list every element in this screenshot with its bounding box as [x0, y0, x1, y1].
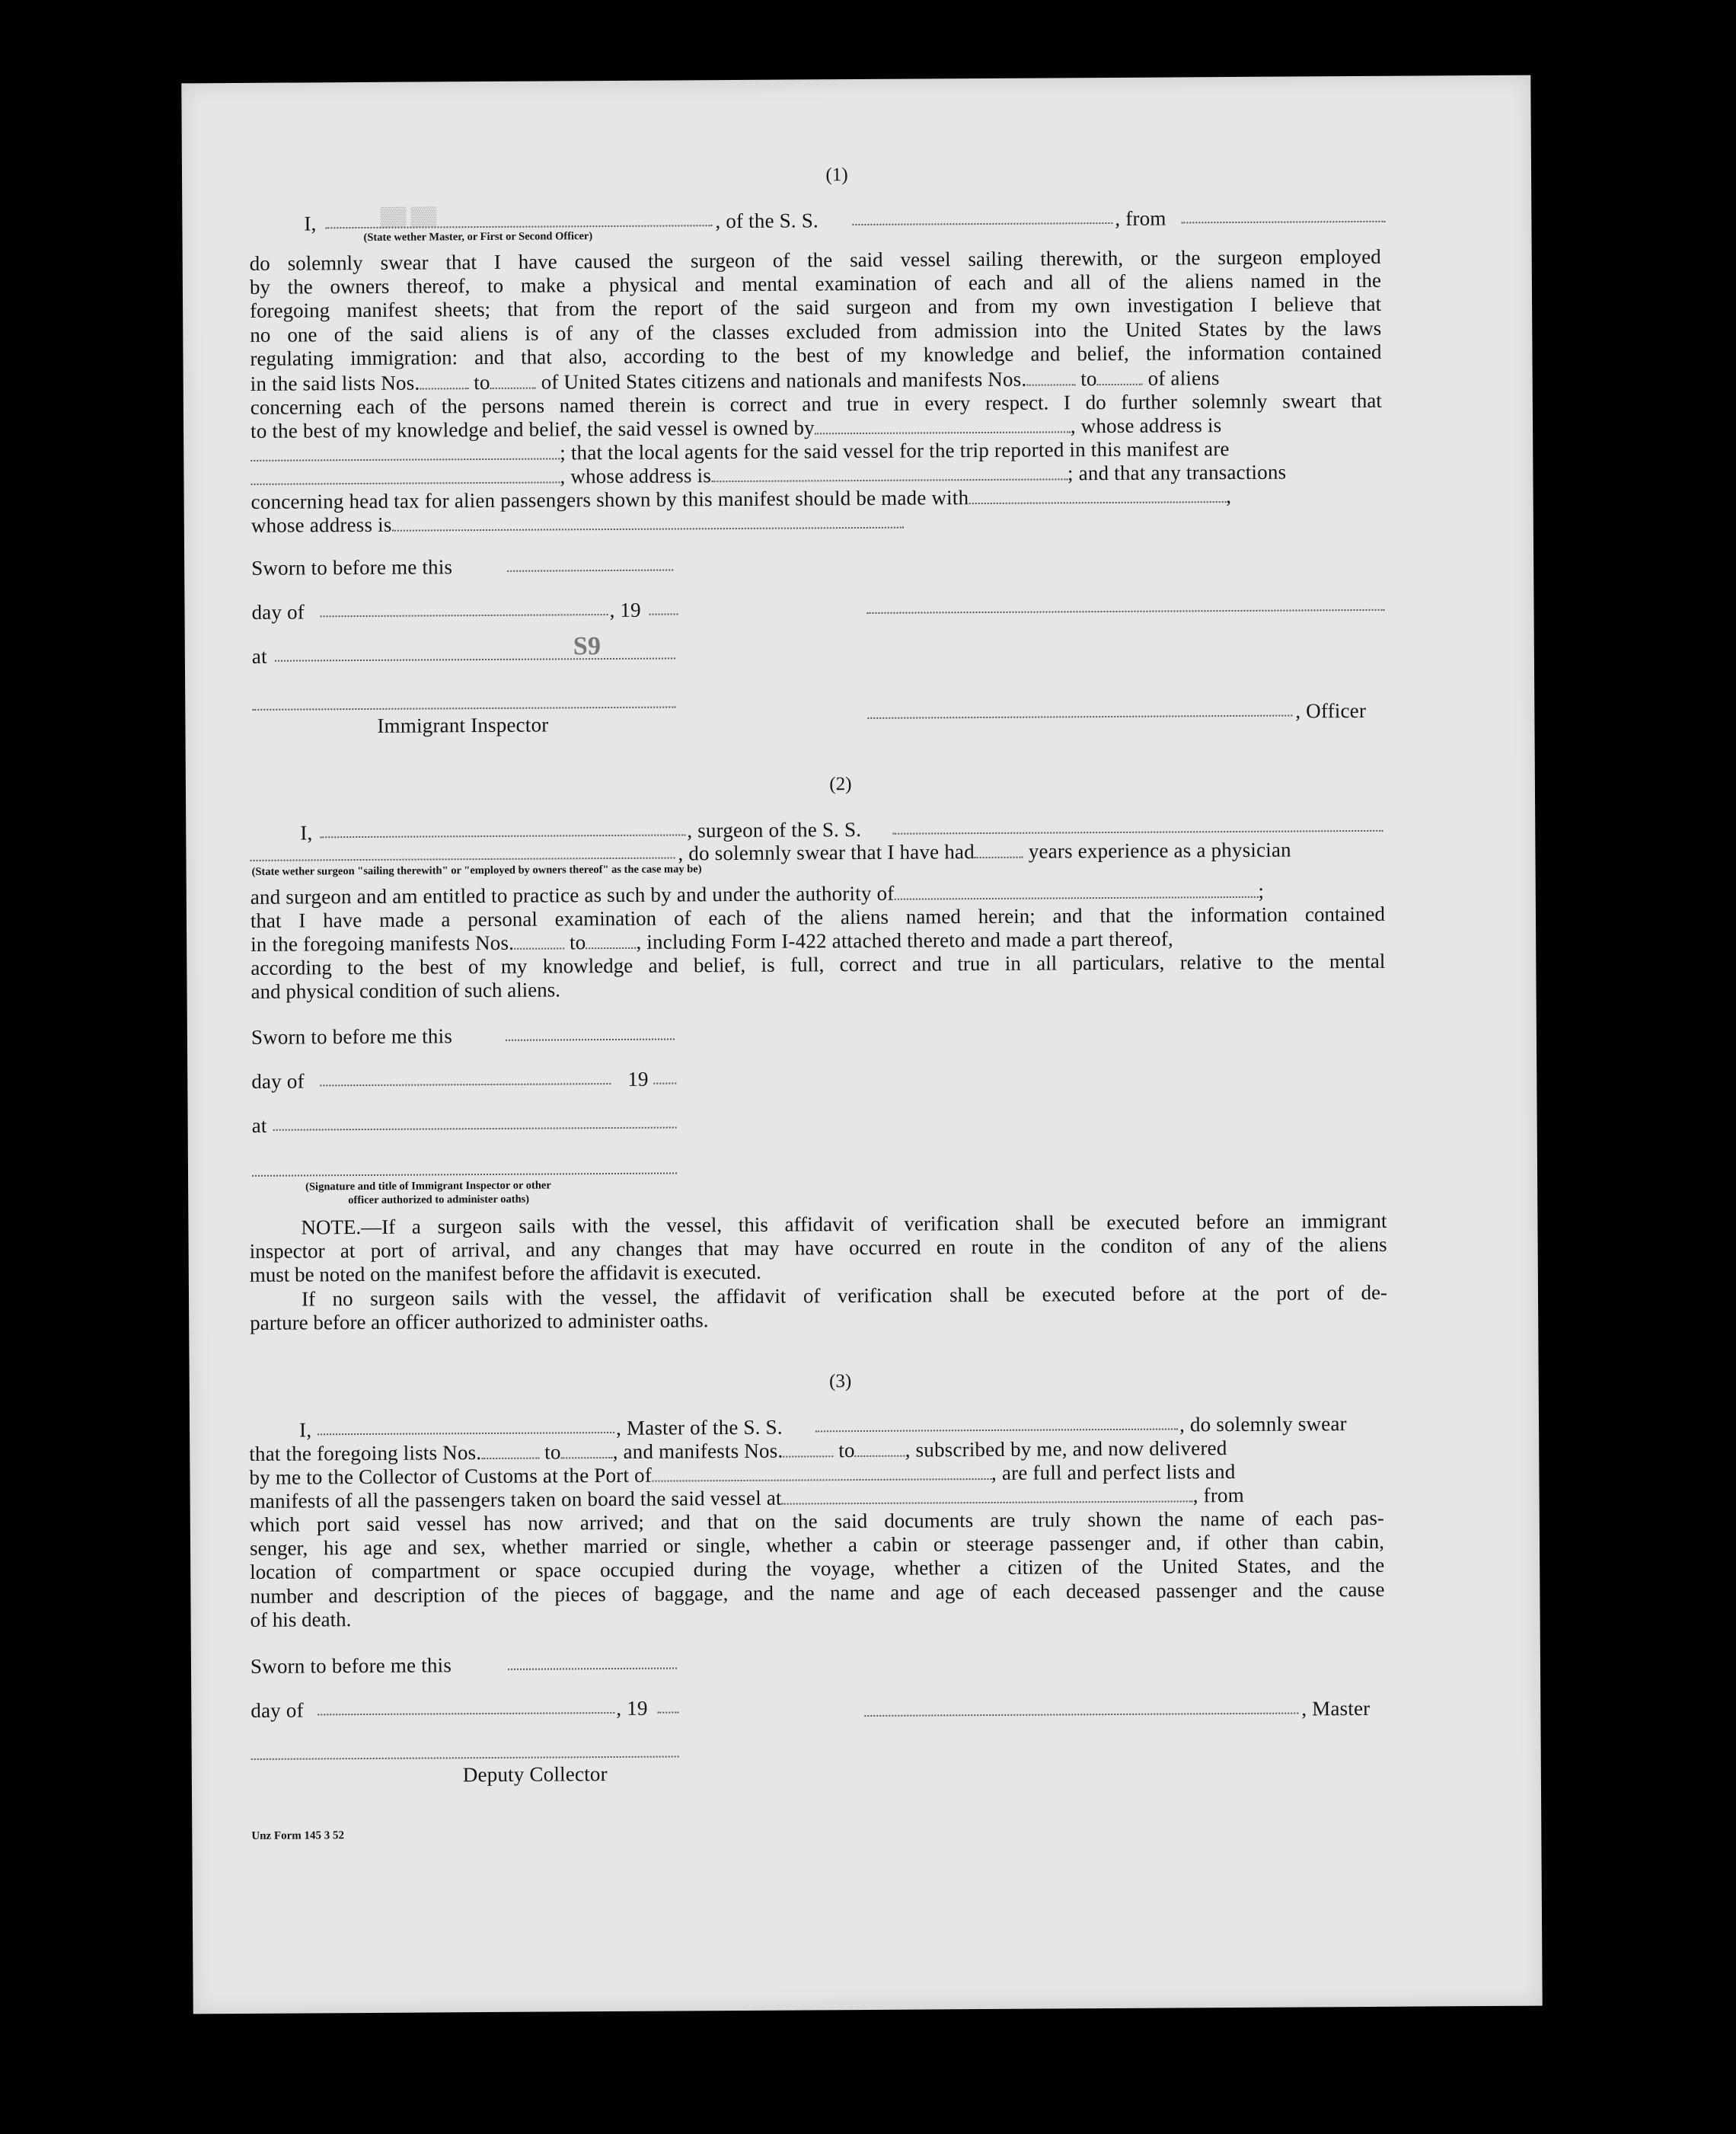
head-tax-line: concerning head tax for alien passengers shown by this manifest should be made with ,	[251, 484, 1232, 513]
day-of-1-label: day of	[251, 600, 305, 624]
agents-line: ; that the local agents for the said vessel for the trip reported in this manifest are	[251, 437, 1230, 467]
of-ss-label: , of the S. S.	[715, 209, 819, 233]
master-label: , Master	[1301, 1696, 1371, 1720]
signature-note-2: officer authorized to administer oaths)	[348, 1193, 530, 1207]
sworn-2-label: Sworn to before me this	[251, 1024, 453, 1049]
at-2-label: at	[251, 1113, 267, 1137]
sworn-2-field[interactable]	[506, 1039, 675, 1041]
year-1-label: , 19	[609, 598, 641, 622]
officer-signature-line-top[interactable]	[867, 609, 1385, 614]
surgeon-note: (State wether surgeon "sailing therewith" or "employed by owners thereof" as the case may be)	[251, 863, 702, 878]
officer-signature-line[interactable]	[867, 715, 1292, 719]
surgeon-of-label: , surgeon of the S. S.	[687, 818, 862, 842]
collector-line: by me to the Collector of Customs at the Port of , are full and perfect lists and	[249, 1460, 1236, 1489]
surgeon-name-field[interactable]	[320, 834, 685, 838]
section-2-i: I,	[300, 821, 313, 845]
deputy-collector-label: Deputy Collector	[462, 1762, 608, 1787]
day-of-2-label: day of	[251, 1069, 305, 1093]
section-1-i: I,	[304, 212, 317, 235]
year-3-field[interactable]	[657, 1711, 678, 1713]
year-2-field[interactable]	[653, 1082, 676, 1084]
swear-3-label: , do solemnly swear	[1179, 1412, 1347, 1436]
section-1-number: (1)	[825, 165, 848, 186]
concerning-line: concerning each of the persons named therein is correct and true in every respect. I do further solemnly sweart that	[250, 388, 1382, 419]
section-3-i: I,	[298, 1418, 312, 1442]
section-3-number: (3)	[829, 1371, 852, 1392]
inspector-2-signature-line[interactable]	[252, 1172, 677, 1176]
day-of-2-field[interactable]	[320, 1083, 611, 1086]
manifests-line: in the foregoing manifests Nos. to , including Form I-422 attached thereto and made a part thereof,	[251, 927, 1174, 956]
master-name-field[interactable]	[318, 1432, 614, 1435]
agents-address-line: , whose address is ; and that any transactions	[251, 461, 1286, 490]
experience-line: , do solemnly swear that I have had years experience as a physician	[678, 838, 1291, 865]
section-2-body-2: according to the best of my knowledge and belief, is full, correct and true in all particulars, relative to the mental and physical condition of such aliens.	[251, 949, 1386, 1004]
sworn-1-field[interactable]	[507, 570, 673, 572]
whose-address-line: whose address is	[251, 510, 904, 538]
note-paragraph-2: If no surgeon sails with the vessel, the affidavit of verification shall be executed before at the port of de- parture before an officer authorized to administer oaths.	[250, 1280, 1388, 1335]
from-field[interactable]	[1181, 221, 1385, 224]
master-signature-line[interactable]	[864, 1713, 1298, 1717]
at-1-field[interactable]	[275, 657, 675, 661]
at-2-field[interactable]	[273, 1126, 677, 1130]
officer-label: , Officer	[1295, 698, 1367, 723]
section-3-body: which port said vessel has now arrived; and that on the said documents are truly shown the name of each pas- senger, his age and sex, whether married or single, whether a cabin or steerage passenger and, if other than cabin, location of compartment or space occupied during the voyage, whether a citizen of the United States, and the number and description of the pieces of baggage, and the name and age of each deceased passenger and the cause of his death.	[249, 1506, 1385, 1631]
section-1-body: do solemnly swear that I have caused the surgeon of the said vessel sailing therewith, or the surgeon employed by the owners thereof, to make a physical and mental examination of each and all of the aliens named in the foregoing manifest sheets; that from the report of the said surgeon and from my own investigation I believe that no one of the said aliens is of any of the classes excluded from admission into the United States by the laws regulating immigration: and that also, according to the best of my knowledge and belief, the information contained	[249, 244, 1382, 370]
immigrant-inspector-label: Immigrant Inspector	[377, 713, 549, 737]
year-1-field[interactable]	[649, 613, 678, 615]
section-2-number: (2)	[829, 774, 852, 795]
from-label: , from	[1115, 206, 1166, 230]
ss-name-field[interactable]	[852, 222, 1112, 225]
sworn-1-label: Sworn to before me this	[251, 555, 453, 580]
master-of-label: , Master of the S. S.	[615, 1415, 783, 1439]
master-ss-field[interactable]	[815, 1428, 1178, 1432]
surgeon-status-field[interactable]	[251, 857, 675, 861]
sworn-3-label: Sworn to before me this	[250, 1653, 452, 1678]
lists-line: in the said lists Nos. to of United States citizens and nationals and manifests Nos. to of aliens	[250, 366, 1220, 395]
document-page: (1) I, ▒▒ ▒▒ , of the S. S. , from (State wether Master, or First or Second Officer) do solemnly swear that I have caused the surgeon of the said vessel sailing therewith, or the surgeon employed by the owners thereof, to make a physical and mental examination of each and all of the aliens named in the foregoing manifest sheets; that from the report of the said surgeon and from my own investigation I believe that no one of the said aliens is of any of the classes excluded from admission into the United States by the laws regulating immigration: and that also, according to the best of my knowledge and belief, the information contained in the said lists Nos. to of United States citizens and nationals and manifests Nos. to of aliens concerning each of the persons named therein is correct and true in every respect. I do further solemnly sweart that to the best of my knowledge and belief, the said vessel is owned by , whose address is ; that the local agents for the said vessel for the trip reported in this manifest are , whose address is ; and that any transactions concerning head tax for alien passengers shown by this manifest should be made with , whose address is Sworn to before me this day of , 19 at S9 Immigrant Inspector , Officer (2) I, , surgeon of the S. S. , do solemnly swear that I have had years experience as a physician (State wether surgeon "sailing therewith" or "employed by owners thereof" as the case may be) and surgeon and am entitled to practice as such by and under the authority of ; that I have made a personal examination of each of the aliens named herein; and that the information contained in the foregoing manifests Nos. to , including Form I-422 attached thereto and made a part thereof, according to the best of my knowledge and belief, is full, correct and true in all particulars, relative to the mental and physical condition of such aliens. Sworn to before me this day of 19 at (Signature and title of Immigrant Inspector or other officer authorized to administer oaths) NOTE.—If a surgeon sails with the vessel, this affidavit of verification shall be executed before an immigrant inspector at port of arrival, and any changes that may have occurred en route in the conditon of any of the aliens must be noted on the manifest before the affidavit is executed. If no surgeon sails with the vessel, the affidavit of verification shall be executed before at the port of de- parture before an officer authorized to administer oaths. (3) I, , Master of the S. S. , do solemnly swear that the foregoing lists Nos. to , and manifests Nos. to , subscribed by me, and now delivered by me to the Collector of Customs at the Port of , are full and perfect lists and manifests of all the passengers taken on board the said vessel at , from which port said vessel has now arrived; and that on the said documents are truly shown the name of each pas- senger, his age and sex, whether married or single, whether a cabin or steerage passenger and, if other than cabin, location of compartment or space occupied during the voyage, whether a citizen of the United States, and the number and description of the pieces of baggage, and the name and age of each deceased passenger and the cause of his death. Sworn to before me this day of , 19 , Master Deputy Collector Unz Form 145 3 52	[181, 75, 1542, 2014]
owned-by-line: to the best of my knowledge and belief, the said vessel is owned by , whose address is	[250, 414, 1222, 442]
year-3-label: , 19	[616, 1696, 648, 1720]
authority-line: and surgeon and am entitled to practice as such by and under the authority of ;	[250, 879, 1265, 909]
at-1-label: at	[251, 644, 267, 668]
lists-3-line: that the foregoing lists Nos. to , and manifests Nos. to , subscribed by me, and now delivered	[249, 1436, 1227, 1465]
day-of-1-field[interactable]	[321, 614, 608, 617]
deputy-signature-line[interactable]	[251, 1755, 679, 1759]
year-2-label: 19	[627, 1067, 649, 1091]
taken-on-board-line: manifests of all the passengers taken on board the said vessel at , from	[249, 1483, 1244, 1513]
sworn-3-field[interactable]	[508, 1667, 677, 1669]
form-number: Unz Form 145 3 52	[251, 1829, 345, 1842]
note-paragraph: NOTE.—If a surgeon sails with the vessel, this affidavit of verification shall be executed before an immigrant inspector at port of arrival, and any changes that may have occurred en route in the conditon of any of the aliens must be noted on the manifest before the affidavit is executed.	[249, 1209, 1387, 1287]
signature-note-1: (Signature and title of Immigrant Inspector or other	[305, 1179, 551, 1193]
inspector-signature-line[interactable]	[252, 706, 675, 710]
officer-note: (State wether Master, or First or Second Officer)	[363, 230, 593, 244]
stamp-mark: S9	[573, 632, 602, 661]
day-of-3-field[interactable]	[318, 1712, 614, 1715]
day-of-3-label: day of	[251, 1698, 304, 1722]
surgeon-ss-field[interactable]	[892, 830, 1383, 835]
section-2-body: that I have made a personal examination of each of the aliens named herein; and that the information contained	[250, 902, 1386, 932]
